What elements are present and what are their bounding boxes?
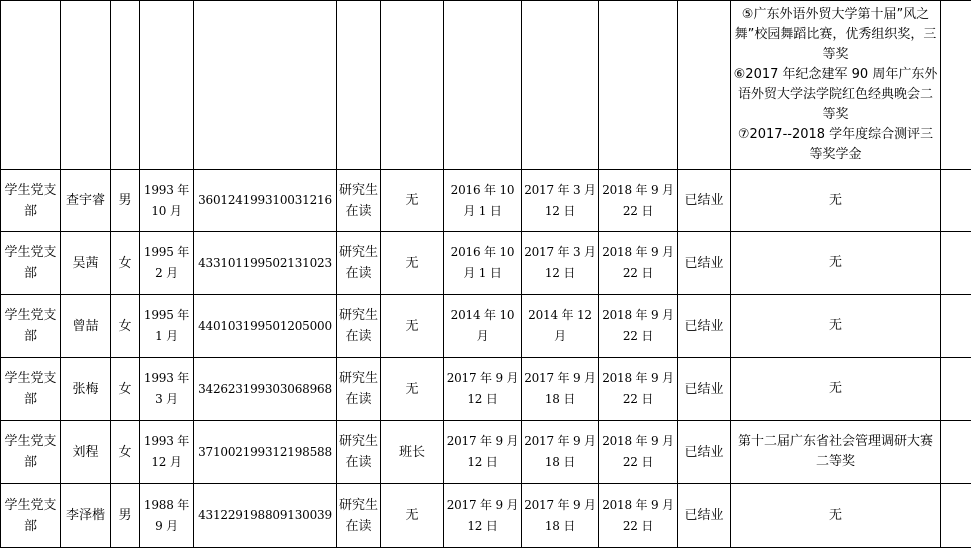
cell-position: 无 [381,170,444,232]
cell-branch: 学生党支部 [1,295,61,358]
cell-gender: 女 [111,232,140,295]
cell-birth-date: 1988 年 9 月 [140,484,194,548]
table-row [1,358,971,421]
cell-id-number: 433101199502131023 [194,232,337,295]
cell-name: 李泽楷 [61,484,111,548]
cell-birth-date: 1993 年 10 月 [140,170,194,232]
cell-empty [941,1,971,170]
cell-empty [522,1,599,170]
table-row [1,484,971,548]
cell-training-date: 2018 年 9 月 22 日 [599,421,678,484]
cell-training-date: 2018 年 9 月 22 日 [599,232,678,295]
cell-gender: 女 [111,295,140,358]
cell-awards: 无 [731,170,941,232]
award-line: ⑦2017--2018 学年度综合测评三等奖学金 [737,127,934,162]
cell-birth-date: 1995 年 1 月 [140,295,194,358]
cell-activist-date: 2014 年 12 月 [522,295,599,358]
cell-application-date: 2017 年 9 月 12 日 [444,358,522,421]
cell-application-date: 2017 年 9 月 12 日 [444,421,522,484]
cell-awards: 无 [731,295,941,358]
cell-position: 班长 [381,421,444,484]
cell-empty [140,1,194,170]
cell-id-number: 431229198809130039 [194,484,337,548]
cell-empty [941,358,971,421]
cell-graduation: 已结业 [678,484,731,548]
cell-position: 无 [381,484,444,548]
cell-graduation: 已结业 [678,421,731,484]
table-row [1,232,971,295]
cell-branch: 学生党支部 [1,358,61,421]
cell-awards: 无 [731,232,941,295]
cell-empty [381,1,444,170]
cell-empty [111,1,140,170]
cell-position: 无 [381,358,444,421]
table-row-continued [1,1,971,170]
cell-graduation: 已结业 [678,170,731,232]
cell-training-date: 2018 年 9 月 22 日 [599,484,678,548]
cell-application-date: 2014 年 10 月 [444,295,522,358]
cell-branch: 学生党支部 [1,421,61,484]
cell-name: 刘程 [61,421,111,484]
cell-position: 无 [381,295,444,358]
cell-id-number: 440103199501205000 [194,295,337,358]
cell-graduation: 已结业 [678,295,731,358]
cell-application-date: 2016 年 10 月 1 日 [444,232,522,295]
cell-name: 曾喆 [61,295,111,358]
cell-training-date: 2018 年 9 月 22 日 [599,170,678,232]
cell-awards: 无 [731,358,941,421]
cell-gender: 女 [111,421,140,484]
cell-activist-date: 2017 年 3 月 12 日 [522,170,599,232]
cell-gender: 女 [111,358,140,421]
table-body [1,1,971,548]
table-row [1,421,971,484]
cell-status: 研究生在读 [337,170,381,232]
award-line: ⑥2017 年纪念建军 90 周年广东外语外贸大学法学院红色经典晚会二等奖 [733,67,938,122]
cell-branch: 学生党支部 [1,232,61,295]
cell-graduation: 已结业 [678,232,731,295]
cell-application-date: 2016 年 10 月 1 日 [444,170,522,232]
award-line: ⑤广东外语外贸大学第十届”风之舞”校园舞蹈比赛，优秀组织奖，三等奖 [734,7,937,62]
cell-birth-date: 1993 年 12 月 [140,421,194,484]
cell-status: 研究生在读 [337,295,381,358]
cell-graduation: 已结业 [678,358,731,421]
cell-empty [599,1,678,170]
cell-empty [194,1,337,170]
cell-training-date: 2018 年 9 月 22 日 [599,358,678,421]
cell-branch: 学生党支部 [1,484,61,548]
cell-awards: 第十二届广东省社会管理调研大赛二等奖 [731,421,941,484]
cell-status: 研究生在读 [337,358,381,421]
table-row [1,295,971,358]
cell-id-number: 371002199312198588 [194,421,337,484]
cell-name: 张梅 [61,358,111,421]
cell-gender: 男 [111,484,140,548]
cell-training-date: 2018 年 9 月 22 日 [599,295,678,358]
cell-activist-date: 2017 年 9 月 18 日 [522,421,599,484]
cell-empty [444,1,522,170]
cell-awards: 无 [731,484,941,548]
cell-gender: 男 [111,170,140,232]
cell-status: 研究生在读 [337,421,381,484]
cell-awards [731,1,941,170]
cell-birth-date: 1993 年 3 月 [140,358,194,421]
cell-status: 研究生在读 [337,484,381,548]
cell-empty [678,1,731,170]
cell-application-date: 2017 年 9 月 12 日 [444,484,522,548]
cell-empty [337,1,381,170]
table-row [1,170,971,232]
cell-empty [941,170,971,232]
cell-name: 查宇睿 [61,170,111,232]
cell-activist-date: 2017 年 9 月 18 日 [522,358,599,421]
cell-status: 研究生在读 [337,232,381,295]
cell-position: 无 [381,232,444,295]
cell-empty [941,295,971,358]
cell-name: 吴茜 [61,232,111,295]
cell-id-number: 342623199303068968 [194,358,337,421]
cell-empty [941,421,971,484]
cell-branch: 学生党支部 [1,170,61,232]
cell-empty [941,232,971,295]
cell-empty [941,484,971,548]
cell-empty [61,1,111,170]
cell-activist-date: 2017 年 3 月 12 日 [522,232,599,295]
cell-empty [1,1,61,170]
cell-activist-date: 2017 年 9 月 18 日 [522,484,599,548]
cell-id-number: 360124199310031216 [194,170,337,232]
cell-birth-date: 1995 年 2 月 [140,232,194,295]
